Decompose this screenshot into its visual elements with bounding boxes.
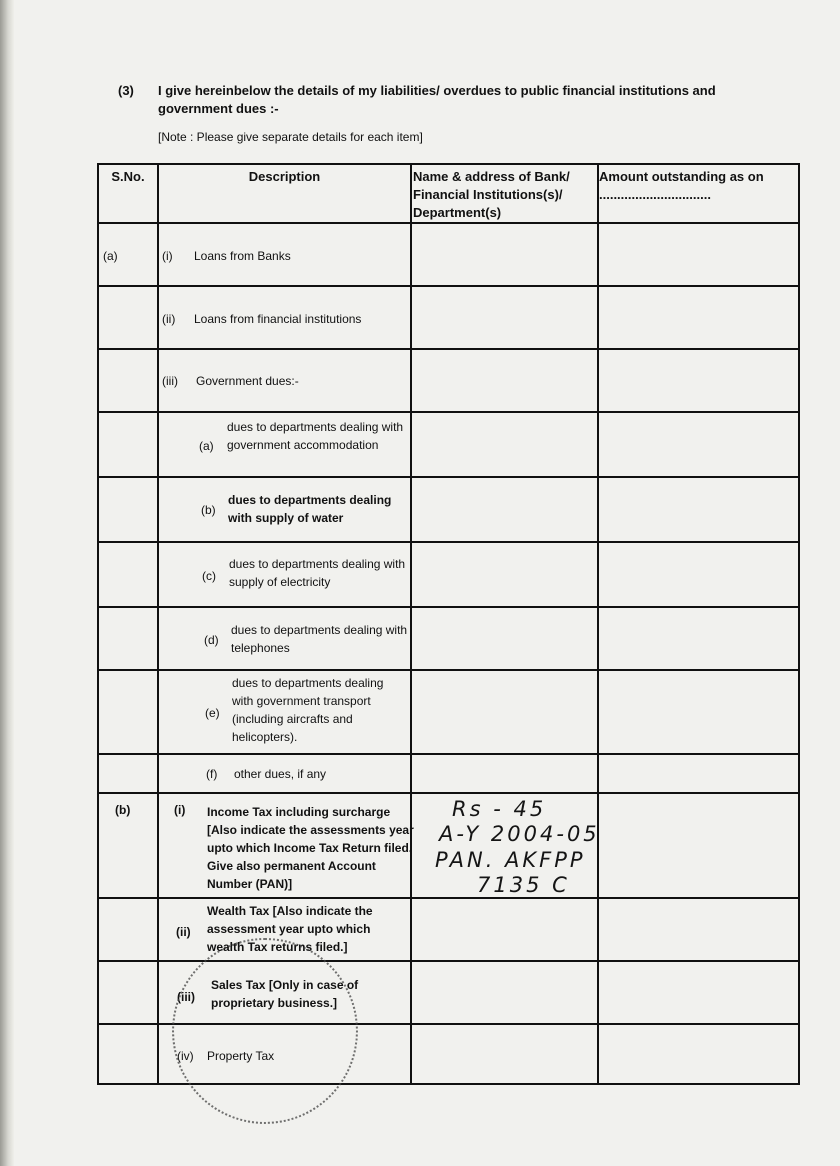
row-divider xyxy=(99,753,798,755)
item-marker: (iv) xyxy=(177,1049,194,1063)
item-marker: (iii) xyxy=(177,990,195,1004)
group-b-label: (b) xyxy=(115,803,131,817)
row-divider xyxy=(99,411,798,413)
col-divider-2 xyxy=(410,165,412,1083)
item-other-dues: other dues, if any xyxy=(234,767,327,781)
row-divider xyxy=(99,476,798,478)
liabilities-table xyxy=(97,163,800,1085)
row-divider xyxy=(99,897,798,899)
col-divider-3 xyxy=(597,165,599,1083)
item-marker: (i) xyxy=(174,803,186,817)
item-marker: (ii) xyxy=(162,312,176,326)
item-property-tax: Property Tax xyxy=(207,1049,275,1063)
item-marker: (c) xyxy=(202,569,216,583)
row-divider xyxy=(99,541,798,543)
handwritten-assessment-year: A-Y 2004-05 xyxy=(439,822,600,846)
item-dues-electricity: dues to departments dealing with supply of electricity xyxy=(229,557,406,589)
item-loans-from-fi: Loans from financial institutions xyxy=(194,312,362,326)
item-sales-tax: Sales Tax [Only in case of proprietary business.] xyxy=(211,978,359,1010)
item-marker: (f) xyxy=(206,767,218,781)
item-wealth-tax: Wealth Tax [Also indicate the assessment year upto which wealth Tax returns filed.] xyxy=(207,904,373,954)
header-sno: S.No. xyxy=(111,169,145,184)
official-seal xyxy=(172,938,358,1124)
item-marker: (i) xyxy=(162,249,173,263)
group-a-label: (a) xyxy=(103,249,118,263)
item-marker: (iii) xyxy=(162,374,178,388)
section-heading-text: I give hereinbelow the details of my liabilities/ overdues to public financial institutions and government dues :- xyxy=(158,83,716,116)
section-number: (3) xyxy=(118,83,134,98)
row-divider xyxy=(99,792,798,794)
item-marker: (b) xyxy=(201,503,216,517)
header-description: Description xyxy=(248,169,321,184)
item-income-tax: Income Tax including surcharge [Also indicate the assessments year upto which Income Tax Return filed. Give also permanent Account Number (PAN)] xyxy=(207,805,414,891)
item-marker: (d) xyxy=(204,633,219,647)
item-marker: (e) xyxy=(205,706,220,720)
header-amount: Amount outstanding as on ............................... xyxy=(599,169,764,202)
handwritten-amount: Rs - 45 xyxy=(452,797,547,821)
item-dues-water: dues to departments dealing with supply of water xyxy=(228,493,392,525)
header-name-address: Name & address of Bank/ Financial Institutions(s)/ Department(s) xyxy=(413,169,570,220)
row-divider xyxy=(99,669,798,671)
section-note: [Note : Please give separate details for each item] xyxy=(158,130,423,144)
item-dues-transport: dues to departments dealing with government transport (including aircrafts and helicopters). xyxy=(232,676,384,744)
handwritten-pan-cont: 7135 C xyxy=(477,873,570,897)
row-divider xyxy=(99,348,798,350)
scan-page-edge xyxy=(0,0,14,1166)
item-dues-accommodation: dues to departments dealing with government accommodation xyxy=(227,420,404,452)
handwritten-pan: PAN. AKFPP xyxy=(435,848,586,872)
item-marker: (ii) xyxy=(176,925,191,939)
col-divider-1 xyxy=(157,165,159,1083)
item-loans-from-banks: Loans from Banks xyxy=(194,249,291,263)
row-divider xyxy=(99,606,798,608)
item-government-dues: Government dues:- xyxy=(196,374,299,388)
item-dues-telephones: dues to departments dealing with telephones xyxy=(231,623,408,655)
row-divider xyxy=(99,222,798,224)
item-marker: (a) xyxy=(199,439,214,453)
row-divider xyxy=(99,285,798,287)
